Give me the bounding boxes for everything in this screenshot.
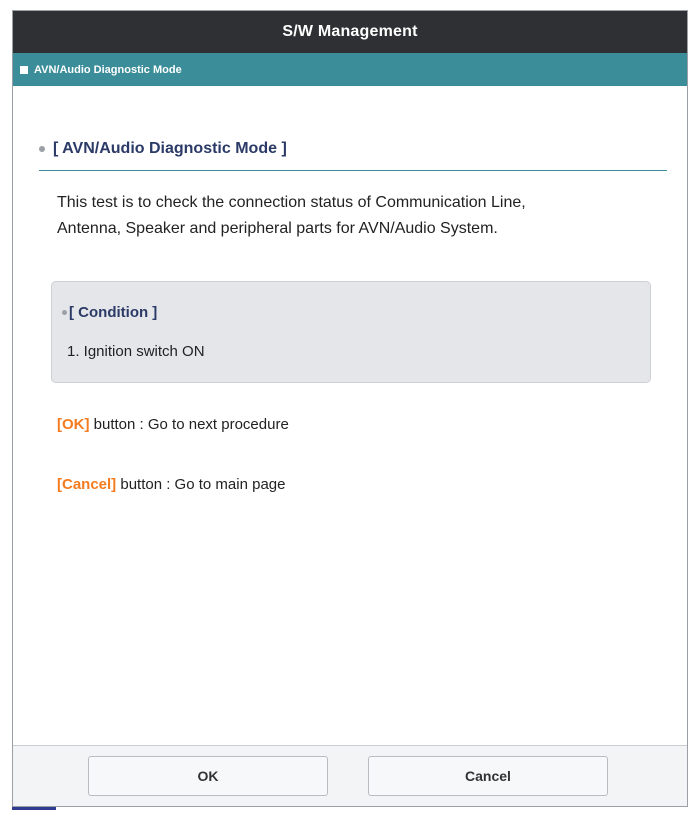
mode-subheader — [13, 53, 687, 86]
section-title: [ AVN/Audio Diagnostic Mode ] — [53, 140, 287, 157]
section-heading — [39, 140, 667, 171]
condition-heading — [62, 304, 157, 321]
cancel-instruction-text: button : Go to main page — [116, 476, 286, 493]
cancel-instruction — [57, 476, 285, 493]
window-title — [13, 11, 687, 53]
description-line: Antenna, Speaker and peripheral parts for AVN/Audio System. — [57, 220, 498, 237]
ok-instruction-text: button : Go to next procedure — [89, 416, 289, 433]
ok-keyword: [OK] — [57, 416, 90, 433]
ok-button[interactable] — [88, 756, 328, 796]
ok-button-label: OK — [197, 768, 219, 784]
corner-marker — [12, 807, 56, 810]
window-title-text: S/W Management — [282, 23, 418, 40]
content-area — [13, 86, 687, 746]
mode-subheader-label: AVN/Audio Diagnostic Mode — [34, 63, 182, 76]
cancel-button-label: Cancel — [465, 768, 511, 784]
ok-instruction — [57, 416, 289, 433]
condition-item: 1. Ignition switch ON — [67, 343, 205, 360]
square-icon — [20, 66, 28, 74]
cancel-button[interactable] — [368, 756, 608, 796]
description-line: This test is to check the connection status of Communication Line, — [57, 194, 526, 211]
sw-management-dialog — [12, 10, 688, 807]
button-bar — [13, 745, 687, 806]
cancel-keyword: [Cancel] — [57, 476, 117, 493]
description — [57, 190, 667, 242]
condition-box — [51, 281, 651, 383]
bullet-icon — [39, 146, 45, 152]
bullet-icon — [62, 310, 67, 315]
condition-title: [ Condition ] — [69, 304, 158, 321]
